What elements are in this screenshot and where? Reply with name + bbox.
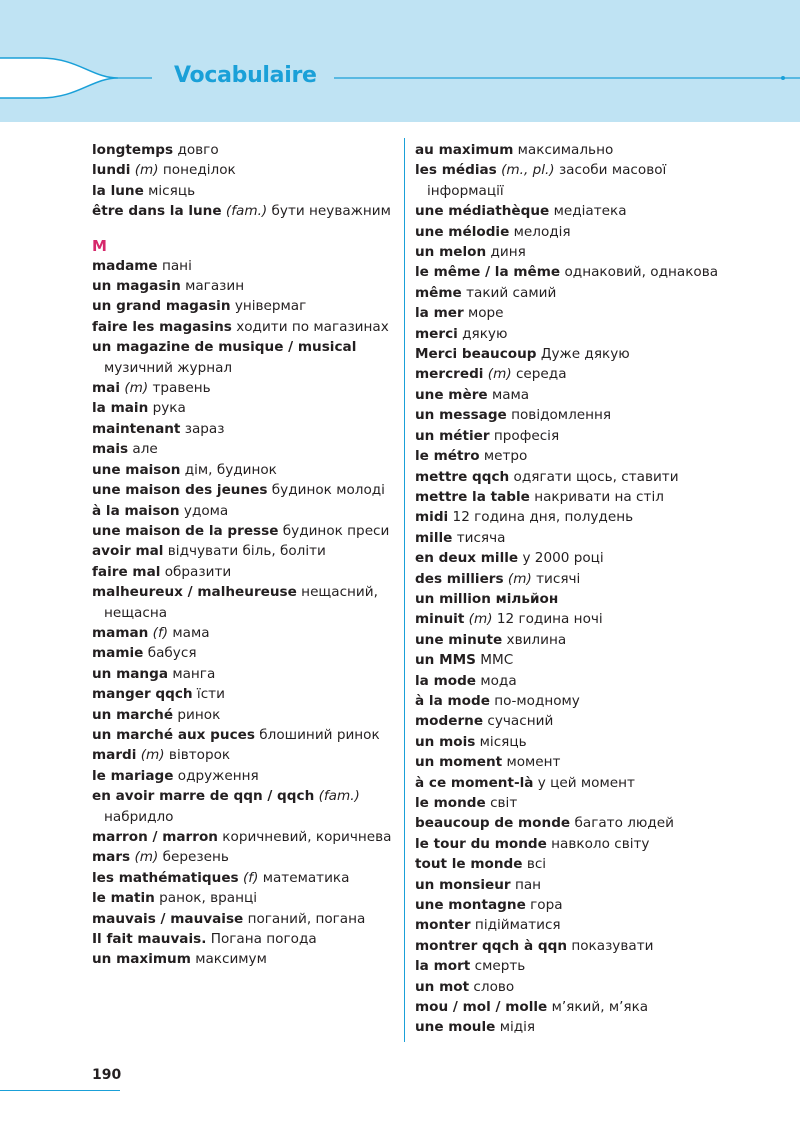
translation: мідія: [495, 1019, 536, 1036]
headword: un mois: [415, 733, 476, 750]
translation: засоби масової інформації: [427, 162, 667, 199]
translation: максимально: [513, 142, 614, 158]
translation: будинок преси: [278, 522, 390, 539]
translation: показувати: [567, 937, 654, 954]
vocab-entry: [415, 793, 745, 813]
vocab-entry: [415, 262, 745, 282]
translation: зараз: [180, 420, 225, 437]
vocab-entry: [415, 303, 745, 323]
vocab-entry: [415, 548, 745, 568]
headword: même: [415, 284, 462, 301]
headword: une maison de la presse: [92, 522, 279, 539]
headword: moderne: [415, 713, 484, 730]
translation: відчувати біль, боліти: [163, 543, 326, 560]
vocab-entry: [415, 834, 745, 854]
vocab-entry: [415, 732, 745, 752]
headword: la main: [92, 400, 149, 417]
headword: longtemps: [92, 142, 174, 158]
headword: mercredi: [415, 366, 484, 383]
translation: слово: [469, 978, 515, 995]
headword: un message: [415, 407, 507, 424]
translation: нещасний, нещасна: [104, 584, 378, 621]
left-column: [92, 140, 397, 970]
vocab-entry: [415, 773, 745, 793]
vocab-entry: [415, 630, 745, 650]
vocab-entry: [92, 745, 397, 765]
headword: les mathématiques: [92, 869, 239, 886]
page-title: Vocabulaire: [174, 63, 317, 88]
footer-rule: [0, 1090, 120, 1091]
vocab-entry: [92, 949, 397, 969]
translation: хвилина: [502, 631, 567, 648]
vocab-entry: [415, 1017, 745, 1037]
vocab-entry: [92, 541, 397, 561]
grammar-note: (m): [503, 570, 532, 587]
headword: faire mal: [92, 563, 161, 580]
translation: повідомлення: [506, 407, 612, 424]
headword: le mariage: [92, 767, 174, 784]
vocab-entry: [415, 854, 745, 874]
translation: але: [128, 441, 158, 458]
vocab-entry: [415, 364, 745, 384]
vocab-entry: [92, 276, 397, 296]
translation: набридло: [104, 808, 174, 825]
vocab-entry: [92, 582, 397, 623]
headword: un marché aux puces: [92, 726, 255, 743]
translation: навколо світу: [546, 835, 650, 852]
headword: au maximum: [415, 142, 514, 158]
vocab-entry: [415, 487, 745, 507]
vocab-entry: [415, 650, 745, 670]
translation: місяць: [143, 182, 196, 199]
translation: ММС: [475, 652, 514, 669]
vocab-entry: [415, 977, 745, 997]
translation: такий самий: [461, 284, 557, 301]
translation: професія: [489, 427, 560, 444]
vocab-entry: [92, 480, 397, 500]
headword: maman: [92, 624, 149, 641]
vocab-entry: [92, 398, 397, 418]
headword: mai: [92, 380, 120, 397]
headword: une médiathèque: [415, 203, 550, 220]
translation: мода: [476, 672, 517, 689]
headword: un magazine de musique / musical: [92, 339, 357, 356]
vocab-entry: [415, 915, 745, 935]
translation: багато людей: [570, 815, 674, 832]
headword: mars: [92, 849, 131, 866]
translation: музичний журнал: [104, 359, 233, 376]
headword: un monsieur: [415, 876, 511, 893]
headword: en deux mille: [415, 550, 519, 567]
vocab-entry: [415, 813, 745, 833]
vocab-entry: [92, 684, 397, 704]
grammar-note: (fam.): [314, 788, 360, 805]
translation: бабуся: [143, 645, 197, 662]
translation: диня: [486, 244, 526, 261]
vocab-entry: [415, 222, 745, 242]
translation: травень: [148, 380, 211, 397]
vocab-entry: [415, 507, 745, 527]
headword: Il fait mauvais.: [92, 931, 207, 948]
headword: Merci beaucoup: [415, 346, 537, 363]
headword: mauvais / mauvaise: [92, 910, 244, 927]
translation: однаковий, однакова: [560, 264, 719, 281]
vocab-entry: [92, 623, 397, 643]
vocab-entry: [92, 868, 397, 888]
headword: la mode: [415, 672, 477, 689]
vocab-entry: [415, 956, 745, 976]
vocab-entry: [92, 439, 397, 459]
headword: beaucoup de monde: [415, 815, 571, 832]
translation: універмаг: [230, 298, 307, 315]
translation: будинок молоді: [267, 482, 385, 499]
translation: метро: [479, 448, 528, 465]
translation: світ: [485, 795, 518, 811]
vocab-entry: [415, 589, 745, 609]
translation: максимум: [190, 951, 267, 968]
headword: mettre qqch: [415, 468, 510, 485]
vocab-entry: [92, 521, 397, 541]
translation: у цей момент: [533, 774, 635, 791]
vocab-entry: [415, 385, 745, 405]
translation: медіатека: [549, 203, 627, 220]
headword: avoir mal: [92, 543, 164, 560]
translation: рука: [148, 400, 186, 417]
headword: mettre la table: [415, 488, 530, 505]
headword: en avoir marre de qqn / qqch: [92, 788, 315, 805]
grammar-note: (f): [238, 869, 259, 886]
vocab-entry: [92, 664, 397, 684]
vocab-entry: [415, 691, 745, 711]
vocab-entry: [92, 786, 397, 827]
translation: ранок, вранці: [154, 890, 258, 907]
translation: мелодія: [509, 223, 571, 240]
translation: всі: [522, 856, 547, 873]
translation: середа: [511, 366, 567, 383]
headword: merci: [415, 325, 458, 342]
headword: minuit: [415, 611, 465, 628]
headword: les médias: [415, 162, 497, 179]
vocab-entry: [92, 317, 397, 337]
vocab-entry: [415, 875, 745, 895]
translation: мама: [168, 624, 210, 641]
translation: манга: [168, 665, 216, 682]
headword: le métro: [415, 448, 480, 465]
grammar-note: (m): [136, 747, 165, 764]
headword: un melon: [415, 244, 487, 261]
headword: la mort: [415, 958, 471, 975]
translation: ходити по магазинах: [231, 318, 389, 335]
entry-list: [92, 256, 397, 970]
headword: le même / la même: [415, 264, 561, 281]
translation: поганий, погана: [243, 910, 366, 927]
vocab-entry: [415, 405, 745, 425]
vocab-entry: [92, 140, 397, 160]
headword: monter: [415, 917, 471, 934]
headword: des milliers: [415, 570, 504, 587]
translation: момент: [502, 754, 561, 771]
translation: Дуже дякую: [536, 346, 630, 363]
translation: смерть: [470, 958, 526, 975]
headword: lundi: [92, 162, 131, 179]
vocab-entry: [415, 344, 745, 364]
headword: à la maison: [92, 502, 180, 519]
vocab-entry: [92, 181, 397, 201]
vocab-entry: [415, 997, 745, 1017]
headword: mamie: [92, 645, 144, 662]
vocab-entry: [92, 160, 397, 180]
translation: Погана погода: [206, 931, 317, 948]
headword: un métier: [415, 427, 490, 444]
headword: le monde: [415, 795, 486, 811]
translation: пані: [157, 257, 192, 274]
headword: un moment: [415, 754, 503, 771]
translation: магазин: [180, 278, 245, 295]
headword: malheureux / malheureuse: [92, 584, 297, 601]
headword: un magasin: [92, 278, 181, 295]
headword: mille: [415, 529, 453, 546]
translation: дім, будинок: [180, 461, 277, 478]
translation: 12 година дня, полудень: [448, 509, 634, 526]
headword: un MMS: [415, 652, 476, 669]
headword: une mère: [415, 386, 488, 403]
vocab-entry: [415, 569, 745, 589]
vocab-entry: [415, 671, 745, 691]
translation: березень: [158, 849, 229, 866]
headword: mardi: [92, 747, 137, 764]
translation: тисяча: [452, 529, 506, 546]
grammar-note: (m): [464, 611, 493, 628]
vocab-entry: [92, 562, 397, 582]
headword: le matin: [92, 890, 155, 907]
vocab-entry: [415, 140, 745, 160]
grammar-note: (m): [483, 366, 512, 383]
headword: une moule: [415, 1019, 496, 1036]
vocab-entry: [415, 283, 745, 303]
translation: у 2000 році: [518, 550, 604, 567]
vocab-entry: [92, 888, 397, 908]
column-divider: [404, 138, 405, 1042]
grammar-note: (f): [148, 624, 169, 641]
page-number: 190: [92, 1067, 122, 1083]
headword: un million мільйон: [415, 590, 559, 607]
translation: тисячі: [531, 570, 581, 587]
headword: marron / marron: [92, 829, 218, 845]
headword: un mot: [415, 978, 470, 995]
headword: à la mode: [415, 692, 490, 709]
vocab-entry: [92, 725, 397, 745]
headword: midi: [415, 509, 449, 526]
vocab-entry: [92, 337, 397, 378]
vocab-entry: [92, 460, 397, 480]
translation: довго: [173, 142, 219, 158]
headword: une maison: [92, 461, 181, 478]
translation: дякую: [457, 325, 508, 342]
translation: місяць: [475, 733, 527, 750]
vocab-entry: [415, 936, 745, 956]
translation: блошиний ринок: [254, 726, 380, 743]
grammar-note: (fam.): [221, 203, 268, 220]
translation: образити: [160, 563, 232, 580]
headword: une minute: [415, 631, 503, 648]
vocab-entry: [415, 752, 745, 772]
translation: море: [463, 305, 504, 322]
headword: tout le monde: [415, 856, 523, 873]
translation: математика: [258, 869, 350, 886]
vocab-entry: [415, 446, 745, 466]
headword: un manga: [92, 665, 169, 682]
vocab-entry: [415, 242, 745, 262]
translation: м’який, м’яка: [547, 999, 649, 1016]
headword: une montagne: [415, 897, 526, 914]
right-column: [415, 140, 745, 1038]
vocab-entry: [415, 528, 745, 548]
vocab-entry: [415, 324, 745, 344]
translation: пан: [510, 876, 542, 893]
translation: коричневий, коричнева: [217, 829, 392, 845]
vocab-entry: [415, 711, 745, 731]
headword: un maximum: [92, 951, 191, 968]
headword: mou / mol / molle: [415, 999, 548, 1016]
headword: mais: [92, 441, 129, 458]
translation: удома: [179, 502, 229, 519]
grammar-note: (m., pl.): [496, 162, 555, 179]
grammar-note: (m): [130, 849, 159, 866]
vocab-entry: [92, 909, 397, 929]
vocab-entry: [92, 419, 397, 439]
headword: la mer: [415, 305, 464, 322]
translation: 12 година ночі: [492, 611, 603, 628]
headword: à ce moment-là: [415, 774, 534, 791]
vocab-entry: [92, 378, 397, 398]
vocab-entry: [415, 609, 745, 629]
translation: по-модному: [489, 692, 580, 709]
translation: сучасний: [483, 713, 554, 730]
vocab-entry: [92, 827, 397, 847]
translation: підійматися: [470, 917, 561, 934]
grammar-note: (m): [130, 162, 159, 179]
headword: la lune: [92, 182, 144, 199]
header-swoosh: [0, 40, 800, 120]
vocab-entry: [92, 643, 397, 663]
vocab-entry: [415, 426, 745, 446]
headword: manger qqch: [92, 686, 193, 703]
translation: ринок: [173, 706, 221, 723]
vocab-entry: [415, 160, 745, 201]
vocab-entry: [92, 501, 397, 521]
vocab-entry: [92, 256, 397, 276]
translation: їсти: [192, 686, 225, 703]
vocab-entry: [92, 296, 397, 316]
translation: понеділок: [158, 162, 236, 179]
entry-list: [92, 140, 397, 222]
vocab-entry: [92, 766, 397, 786]
headword: un grand magasin: [92, 298, 231, 315]
headword: une maison des jeunes: [92, 482, 268, 499]
headword: le tour du monde: [415, 835, 547, 852]
headword: maintenant: [92, 420, 181, 437]
translation: мама: [487, 386, 530, 403]
vocab-entry: [415, 467, 745, 487]
vocab-entry: [92, 847, 397, 867]
grammar-note: (m): [120, 380, 149, 397]
vocab-entry: [92, 929, 397, 949]
translation: бути неуважним: [267, 203, 391, 220]
vocab-entry: [415, 201, 745, 221]
vocab-entry: [92, 705, 397, 725]
translation: одягати щось, ставити: [509, 468, 679, 485]
headword: faire les magasins: [92, 318, 232, 335]
headword: madame: [92, 257, 158, 274]
headword: être dans la lune: [92, 203, 222, 220]
vocab-entry: [415, 895, 745, 915]
translation: одруження: [173, 767, 259, 784]
headword: un marché: [92, 706, 174, 723]
translation: вівторок: [164, 747, 231, 764]
letter-heading: M: [92, 236, 107, 255]
translation: накривати на стіл: [529, 488, 664, 505]
headword: une mélodie: [415, 223, 510, 240]
translation: гора: [525, 897, 563, 914]
vocab-entry: [92, 201, 397, 221]
headword: montrer qqch à qqn: [415, 937, 568, 954]
